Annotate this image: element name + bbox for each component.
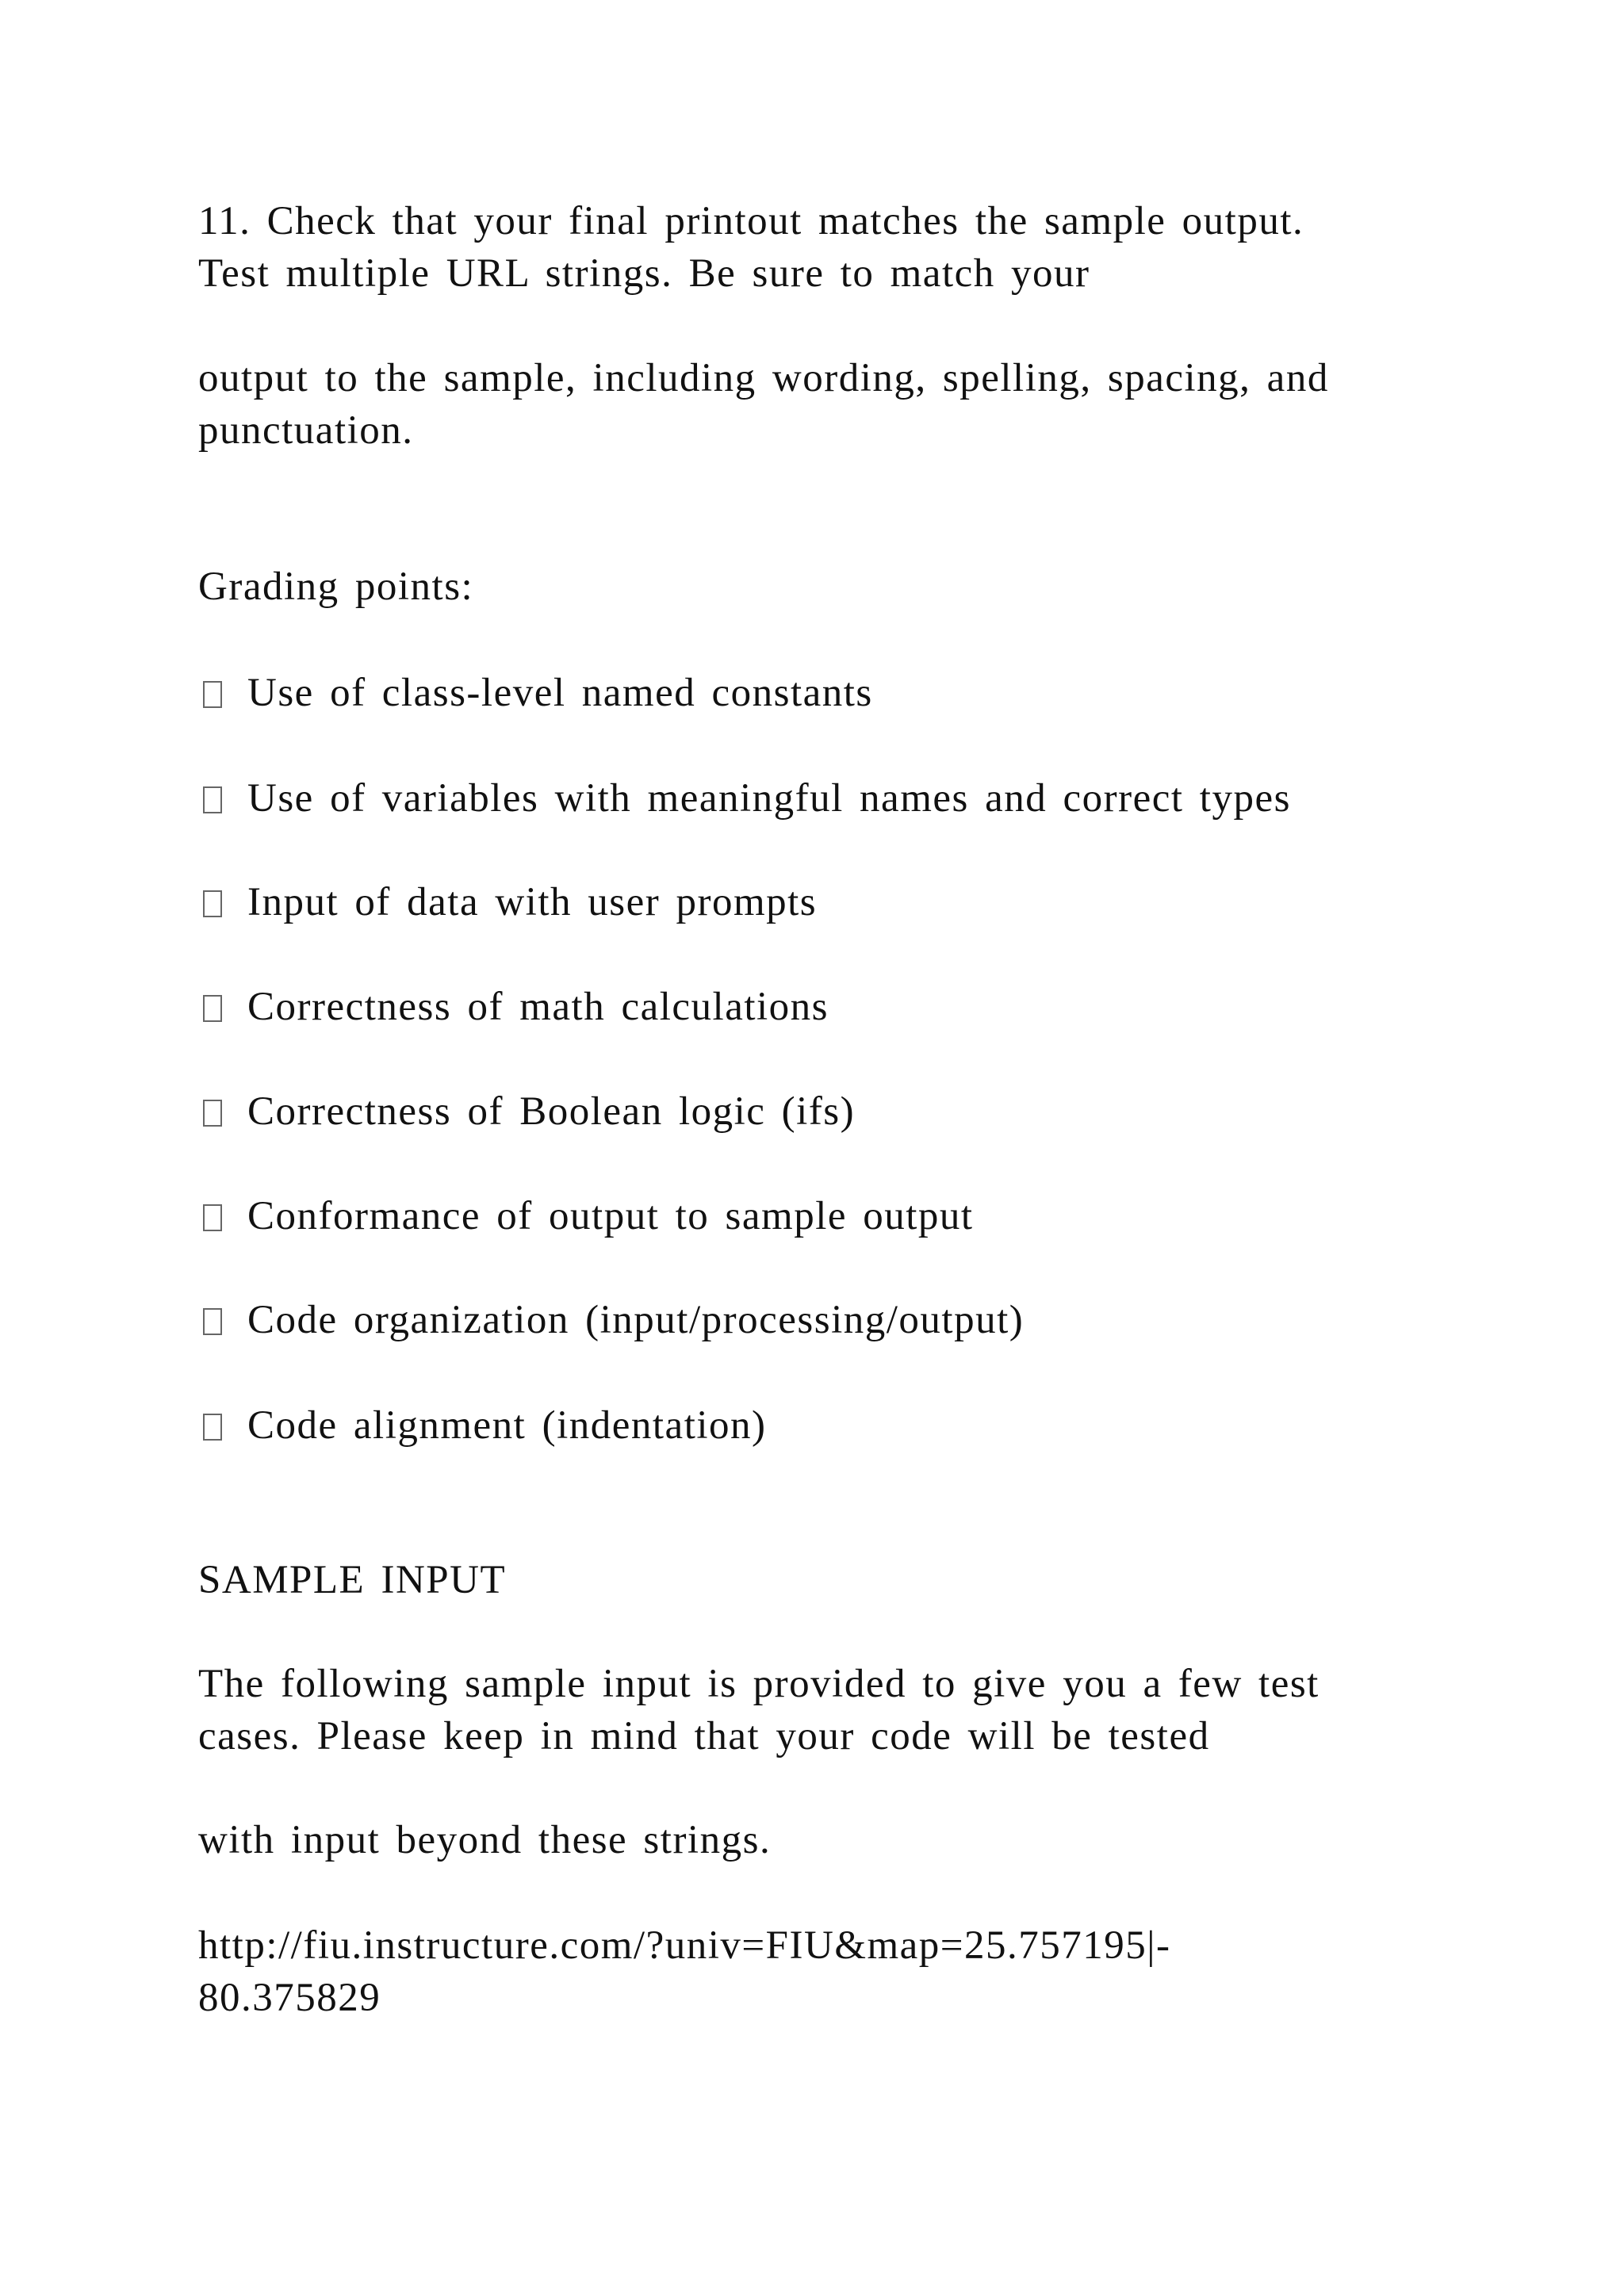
grading-item-label: Conformance of output to sample output xyxy=(247,1194,974,1238)
url-line: 80.375829 xyxy=(198,1976,381,2020)
grading-item xyxy=(198,667,873,719)
url-line: http://fiu.instructure.com/?univ=FIU&map=25.757195|- xyxy=(198,1923,1171,1968)
sample-intro-paragraph xyxy=(198,1658,1435,1762)
beyond-note-paragraph xyxy=(198,1814,1435,1866)
paragraph-line: The following sample input is provided to give you a few test xyxy=(198,1662,1320,1706)
grading-item xyxy=(198,1190,974,1242)
bullet-square-icon xyxy=(203,681,222,708)
grading-item xyxy=(198,876,817,928)
paragraph-line: Test multiple URL strings. Be sure to match your xyxy=(198,251,1090,296)
paragraph-line: with input beyond these strings. xyxy=(198,1818,772,1862)
grading-item-label: Code organization (input/processing/output) xyxy=(247,1298,1025,1342)
bullet-square-icon xyxy=(203,1308,222,1335)
grading-item xyxy=(198,1399,767,1452)
bullet-square-icon xyxy=(203,890,222,917)
sample-url-text xyxy=(198,1919,1435,2024)
grading-item xyxy=(198,772,1291,825)
paragraph-line: 11. Check that your final printout matches the sample output. xyxy=(198,199,1304,243)
bullet-square-icon xyxy=(203,1204,222,1231)
paragraph-line: cases. Please keep in mind that your code will be tested xyxy=(198,1714,1210,1758)
grading-points-heading xyxy=(198,561,1435,613)
bullet-square-icon xyxy=(203,1414,222,1441)
paragraph-line: output to the sample, including wording, spelling, spacing, and xyxy=(198,356,1329,400)
grading-item-label: Use of class-level named constants xyxy=(247,671,873,715)
grading-item-label: Correctness of math calculations xyxy=(247,985,829,1029)
grading-item-label: Code alignment (indentation) xyxy=(247,1403,767,1448)
bullet-square-icon xyxy=(203,786,222,813)
grading-item-label: Use of variables with meaningful names and correct types xyxy=(247,776,1291,821)
output-note-paragraph xyxy=(198,352,1435,457)
heading-text: SAMPLE INPUT xyxy=(198,1558,507,1602)
step-11-paragraph xyxy=(198,195,1435,300)
grading-item xyxy=(198,1294,1024,1346)
heading-text: Grading points: xyxy=(198,564,474,609)
grading-item xyxy=(198,1085,855,1138)
paragraph-line: punctuation. xyxy=(198,408,414,453)
grading-item-label: Input of data with user prompts xyxy=(247,880,818,924)
grading-item-label: Correctness of Boolean logic (ifs) xyxy=(247,1089,856,1134)
bullet-square-icon xyxy=(203,1100,222,1127)
grading-item xyxy=(198,981,829,1033)
bullet-square-icon xyxy=(203,995,222,1022)
sample-input-heading xyxy=(198,1554,1435,1606)
